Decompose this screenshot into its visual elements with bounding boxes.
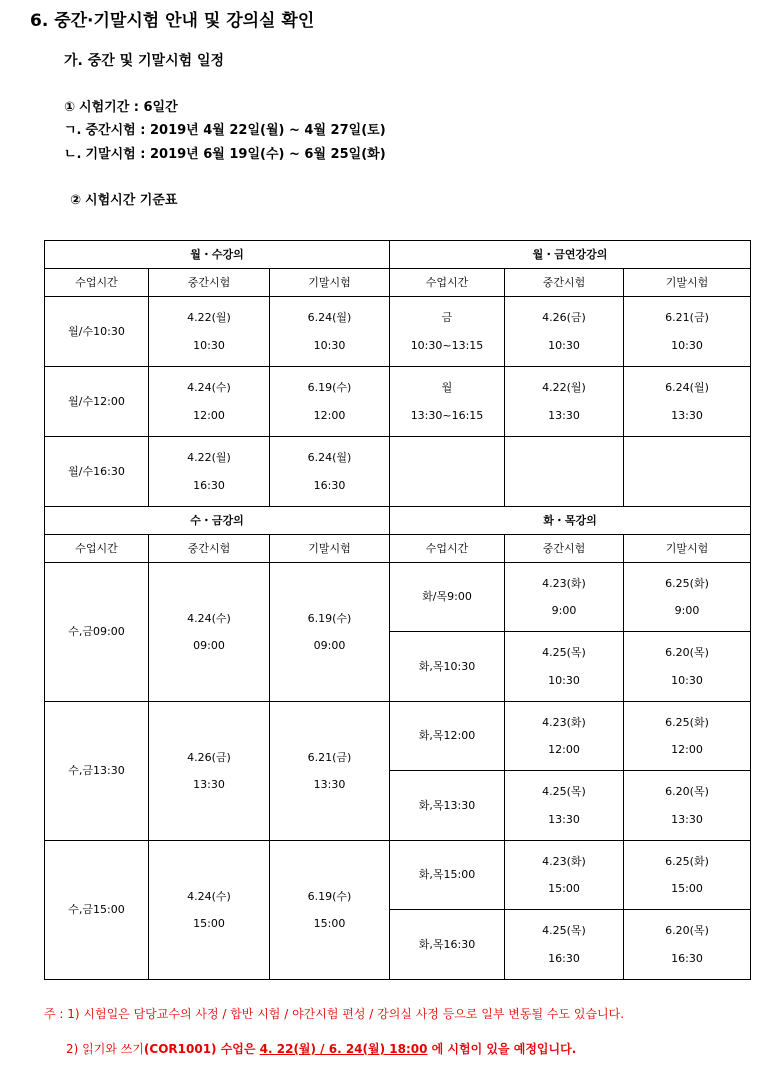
column-header: 중간시험 — [505, 269, 624, 297]
circled-two-marker: ② — [70, 193, 82, 208]
section-row — [45, 507, 751, 535]
note2-prefix: 2) 읽기와 쓰기 — [66, 1042, 144, 1056]
midterm-cell: 4.22(월) 13:30 — [505, 367, 624, 437]
column-header: 기말시험 — [624, 269, 751, 297]
note2-suffix: 에 시험이 있을 예정입니다. — [427, 1042, 577, 1056]
list-marker-nieun: ㄴ. — [64, 147, 82, 162]
note2-dates: 4. 22(월) / 6. 24(월) 18:00 — [259, 1042, 428, 1056]
midterm-cell: 4.23(화) 15:00 — [505, 841, 624, 910]
final-cell: 6.19(수) 15:00 — [270, 841, 390, 980]
exam-period-line — [64, 96, 178, 115]
final-cell: 6.24(월) 10:30 — [270, 297, 390, 367]
column-header: 중간시험 — [505, 535, 624, 563]
section-heading: 6. 중간·기말시험 안내 및 강의실 확인 — [30, 11, 315, 31]
table-row — [45, 563, 751, 632]
final-cell: 6.21(금) 10:30 — [624, 297, 751, 367]
midterm-cell: 4.25(목) 13:30 — [505, 771, 624, 841]
class-time-cell: 월 13:30~16:15 — [390, 367, 505, 437]
empty-cell — [624, 437, 751, 507]
sub-heading: 가. 중간 및 기말시험 일정 — [64, 53, 225, 69]
column-header: 수업시간 — [390, 535, 505, 563]
midterm-cell: 4.22(월) 10:30 — [149, 297, 270, 367]
table-row — [45, 367, 751, 437]
midterm-cell: 4.24(수) 09:00 — [149, 563, 270, 702]
empty-cell — [505, 437, 624, 507]
class-time-cell: 수,금15:00 — [45, 841, 149, 980]
midterm-cell: 4.23(화) 9:00 — [505, 563, 624, 632]
column-header: 중간시험 — [149, 535, 270, 563]
class-time-cell: 금 10:30~13:15 — [390, 297, 505, 367]
section-header-monwed: 월・수강의 — [45, 241, 390, 269]
class-time-cell: 수,금09:00 — [45, 563, 149, 702]
circled-one-marker: ① — [64, 100, 76, 115]
note-line-2 — [66, 1040, 576, 1057]
final-cell: 6.25(화) 15:00 — [624, 841, 751, 910]
final-cell: 6.19(수) 12:00 — [270, 367, 390, 437]
midterm-cell: 4.24(수) 12:00 — [149, 367, 270, 437]
column-header-row — [45, 535, 751, 563]
list-marker-giyeok: ㄱ. — [64, 123, 82, 138]
midterm-period-line — [64, 119, 386, 138]
class-time-cell: 화,목16:30 — [390, 910, 505, 980]
note-line-1: 주 : 1) 시험일은 담당교수의 사정 / 합반 시험 / 야간시험 편성 / 강의실 사정 등으로 일부 변동될 수도 있습니다. — [44, 1007, 625, 1021]
class-time-cell: 화,목13:30 — [390, 771, 505, 841]
exam-schedule-table — [44, 240, 751, 980]
midterm-cell: 4.26(금) 13:30 — [149, 702, 270, 841]
column-header: 수업시간 — [45, 269, 149, 297]
column-header: 중간시험 — [149, 269, 270, 297]
class-time-cell: 월/수10:30 — [45, 297, 149, 367]
final-cell: 6.25(화) 12:00 — [624, 702, 751, 771]
section-header-monfri: 월・금연강강의 — [390, 241, 751, 269]
final-cell: 6.21(금) 13:30 — [270, 702, 390, 841]
midterm-cell: 4.22(월) 16:30 — [149, 437, 270, 507]
final-cell: 6.25(화) 9:00 — [624, 563, 751, 632]
section-header-wedfri: 수・금강의 — [45, 507, 390, 535]
section-row — [45, 241, 751, 269]
final-period-line — [64, 143, 386, 162]
class-time-cell: 월/수16:30 — [45, 437, 149, 507]
column-header: 수업시간 — [45, 535, 149, 563]
table-row — [45, 841, 751, 910]
column-header: 기말시험 — [270, 269, 390, 297]
column-header-row — [45, 269, 751, 297]
midterm-cell: 4.25(목) 10:30 — [505, 632, 624, 702]
note2-course: (COR1001) 수업은 — [143, 1042, 260, 1056]
class-time-cell: 화/목9:00 — [390, 563, 505, 632]
section-header-tuethu: 화・목강의 — [390, 507, 751, 535]
final-cell: 6.20(목) 10:30 — [624, 632, 751, 702]
midterm-cell: 4.23(화) 12:00 — [505, 702, 624, 771]
column-header: 기말시험 — [270, 535, 390, 563]
table-row — [45, 437, 751, 507]
column-header: 기말시험 — [624, 535, 751, 563]
midterm-period-text: 중간시험 : 2019년 4월 22일(월) ~ 4월 27일(토) — [85, 123, 386, 138]
exam-period-text: 시험기간 : 6일간 — [79, 100, 178, 115]
final-cell: 6.20(목) 13:30 — [624, 771, 751, 841]
final-cell: 6.24(월) 13:30 — [624, 367, 751, 437]
schedule-table-caption — [70, 189, 177, 208]
empty-cell — [390, 437, 505, 507]
table-row — [45, 702, 751, 771]
final-cell: 6.20(목) 16:30 — [624, 910, 751, 980]
midterm-cell: 4.25(목) 16:30 — [505, 910, 624, 980]
schedule-table-title: 시험시간 기준표 — [85, 193, 178, 208]
final-period-text: 기말시험 : 2019년 6월 19일(수) ~ 6월 25일(화) — [85, 147, 386, 162]
midterm-cell: 4.26(금) 10:30 — [505, 297, 624, 367]
final-cell: 6.24(월) 16:30 — [270, 437, 390, 507]
midterm-cell: 4.24(수) 15:00 — [149, 841, 270, 980]
column-header: 수업시간 — [390, 269, 505, 297]
table-row — [45, 297, 751, 367]
class-time-cell: 화,목10:30 — [390, 632, 505, 702]
class-time-cell: 월/수12:00 — [45, 367, 149, 437]
class-time-cell: 수,금13:30 — [45, 702, 149, 841]
final-cell: 6.19(수) 09:00 — [270, 563, 390, 702]
class-time-cell: 화,목15:00 — [390, 841, 505, 910]
class-time-cell: 화,목12:00 — [390, 702, 505, 771]
